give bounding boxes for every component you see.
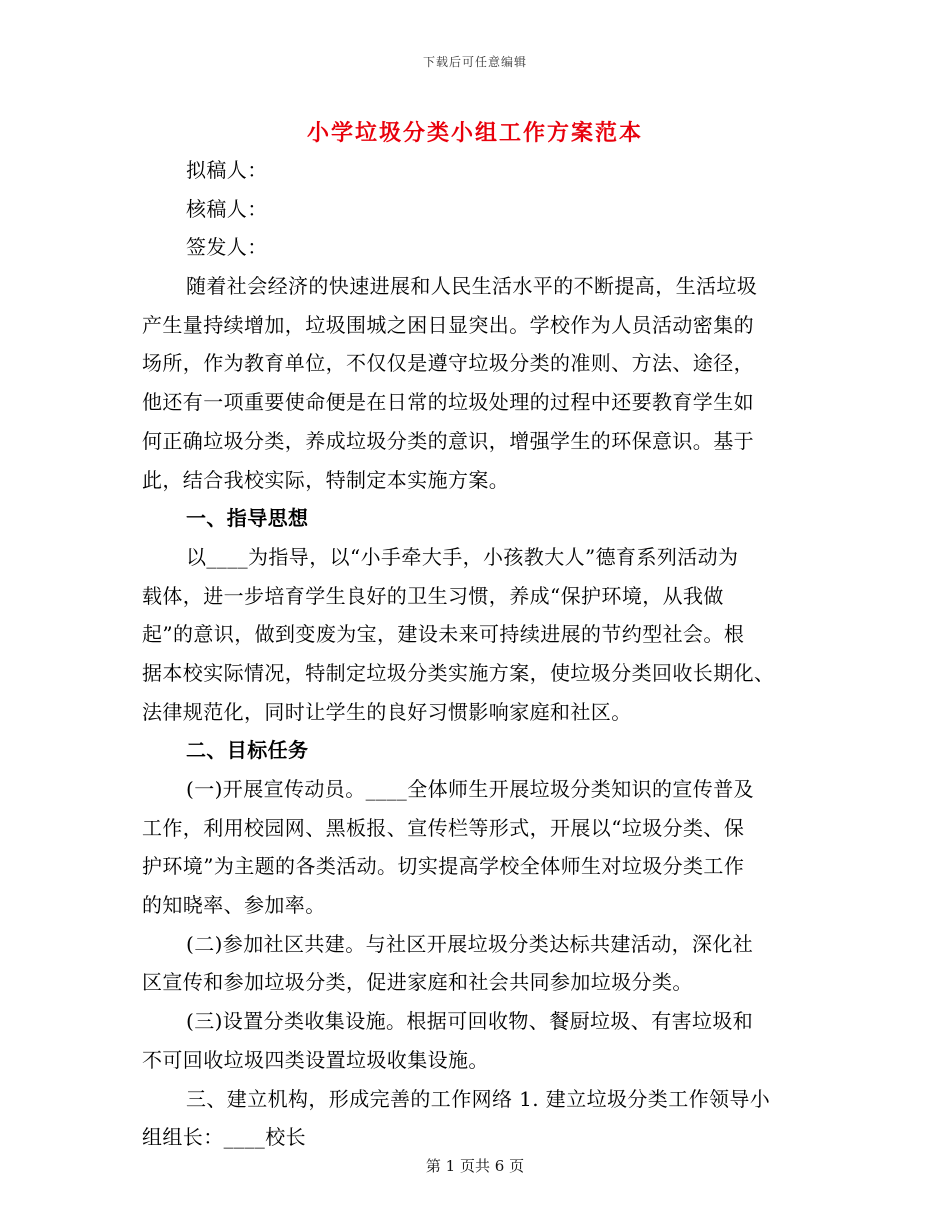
paragraph-line: 此，结合我校实际，特制定本实施方案。	[142, 467, 510, 492]
page-number-footer: 第 1 页共 6 页	[425, 1157, 525, 1175]
header-note: 下载后可任意编辑	[422, 55, 527, 69]
paragraph-line: 法律规范化，同时让学生的良好习惯影响家庭和社区。	[142, 699, 632, 724]
paragraph-line: 工作，利用校园网、黑板报、宣传栏等形式，开展以“垃圾分类、保	[142, 815, 745, 840]
paragraph-line: 产生量持续增加，垃圾围城之困日显突出。学校作为人员活动密集的	[142, 312, 754, 337]
paragraph-line: (一)开展宣传动员。____全体师生开展垃圾分类知识的宣传普及	[186, 777, 755, 801]
drafter-line: 拟稿人：	[186, 158, 268, 182]
paragraph-line: 场所，作为教育单位，不仅仅是遵守垃圾分类的准则、方法、途径，	[142, 351, 754, 376]
paragraph-line: (三)设置分类收集设施。根据可回收物、餐厨垃圾、有害垃圾和	[186, 1009, 754, 1034]
paragraph-line: (二)参加社区共建。与社区开展垃圾分类达标共建活动，深化社	[186, 931, 754, 956]
paragraph-line: 以____为指导，以“小手牵大手，小孩教大人”德育系列活动为	[186, 544, 739, 569]
paragraph-line: 据本校实际情况，特制定垃圾分类实施方案，使垃圾分类回收长期化、	[142, 660, 775, 685]
paragraph-line: 护环境”为主题的各类活动。切实提高学校全体师生对垃圾分类工作	[142, 854, 745, 879]
paragraph-line: 区宣传和参加垃圾分类，促进家庭和社会共同参加垃圾分类。	[142, 970, 693, 995]
paragraph-line: 起”的意识，做到变废为宝，建设未来可持续进展的节约型社会。根	[142, 622, 745, 647]
section-heading: 二、目标任务	[186, 738, 309, 763]
paragraph-line: 不可回收垃圾四类设置垃圾收集设施。	[142, 1047, 489, 1072]
section-heading: 一、指导思想	[186, 506, 309, 531]
paragraph-line: 何正确垃圾分类，养成垃圾分类的意识，增强学生的环保意识。基于	[142, 428, 754, 453]
document-body	[142, 151, 810, 1157]
paragraph-line: 的知晓率、参加率。	[142, 893, 326, 918]
paragraph-line: 随着社会经济的快速进展和人民生活水平的不断提高，生活垃圾	[186, 274, 758, 299]
paragraph-line: 组组长：____校长	[142, 1125, 306, 1150]
reviewer-line: 核稿人：	[186, 196, 268, 221]
paragraph-line: 载体，进一步培育学生良好的卫生习惯，养成“保护环境，从我做	[142, 583, 724, 608]
paragraph-line: 他还有一项重要使命便是在日常的垃圾处理的过程中还要教育学生如	[142, 390, 754, 415]
issuer-line: 签发人：	[186, 235, 268, 260]
document-title: 小学垃圾分类小组工作方案范本	[306, 120, 643, 146]
paragraph-line: 三、建立机构，形成完善的工作网络 1. 建立垃圾分类工作领导小	[186, 1086, 771, 1111]
